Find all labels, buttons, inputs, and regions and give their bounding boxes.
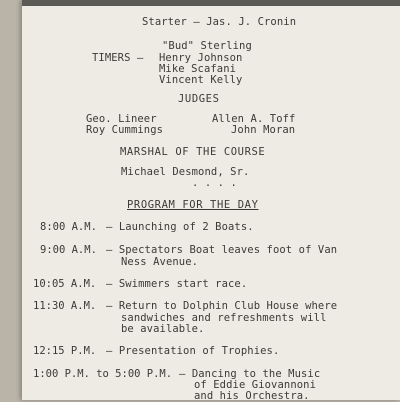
judge-name: Allen A. Toff [212, 113, 296, 125]
program-text: and his Orchestra. [194, 390, 310, 402]
marshal-name: Michael Desmond, Sr. [121, 166, 250, 178]
program-text: – Return to Dolphin Club House where [106, 300, 338, 312]
judge-name: Geo. Lineer [86, 113, 157, 125]
program-text: Ness Avenue. [121, 256, 199, 268]
judges-heading: JUDGES [178, 93, 220, 105]
program-time: 1:00 P.M. to 5:00 P.M. [33, 368, 173, 380]
program-text: – Dancing to the Music [179, 368, 321, 380]
timer-name: Vincent Kelly [159, 74, 243, 86]
program-time: 9:00 A.M. [40, 244, 97, 256]
program-text: – Spectators Boat leaves foot of Van [106, 244, 338, 256]
program-text: of Eddie Giovannoni [194, 379, 317, 391]
timer-name: Mike Scafani [159, 63, 237, 75]
program-heading: PROGRAM FOR THE DAY [127, 199, 259, 211]
program-text: be available. [121, 323, 205, 335]
marshal-dots: . . . . [192, 177, 237, 189]
judge-name: Roy Cummings [86, 124, 164, 136]
timer-name: "Bud" Sterling [162, 40, 252, 52]
program-text: – Launching of 2 Boats. [106, 221, 254, 233]
program-text: – Presentation of Trophies. [106, 345, 280, 357]
program-time: 12:15 P.M. [33, 345, 97, 357]
sheet-top-edge [22, 0, 400, 6]
timers-label: TIMERS — [92, 52, 144, 64]
program-text: sandwiches and refreshments will [121, 312, 327, 324]
judge-name: John Moran [231, 124, 296, 136]
program-time: 8:00 A.M. [40, 221, 97, 233]
timer-name: Henry Johnson [159, 52, 243, 64]
program-time: 11:30 A.M. [33, 300, 97, 312]
program-time: 10:05 A.M. [33, 278, 97, 290]
marshal-heading: MARSHAL OF THE COURSE [120, 146, 266, 158]
starter-line: Starter – Jas. J. Cronin [142, 16, 297, 28]
program-text: – Swimmers start race. [106, 278, 248, 290]
